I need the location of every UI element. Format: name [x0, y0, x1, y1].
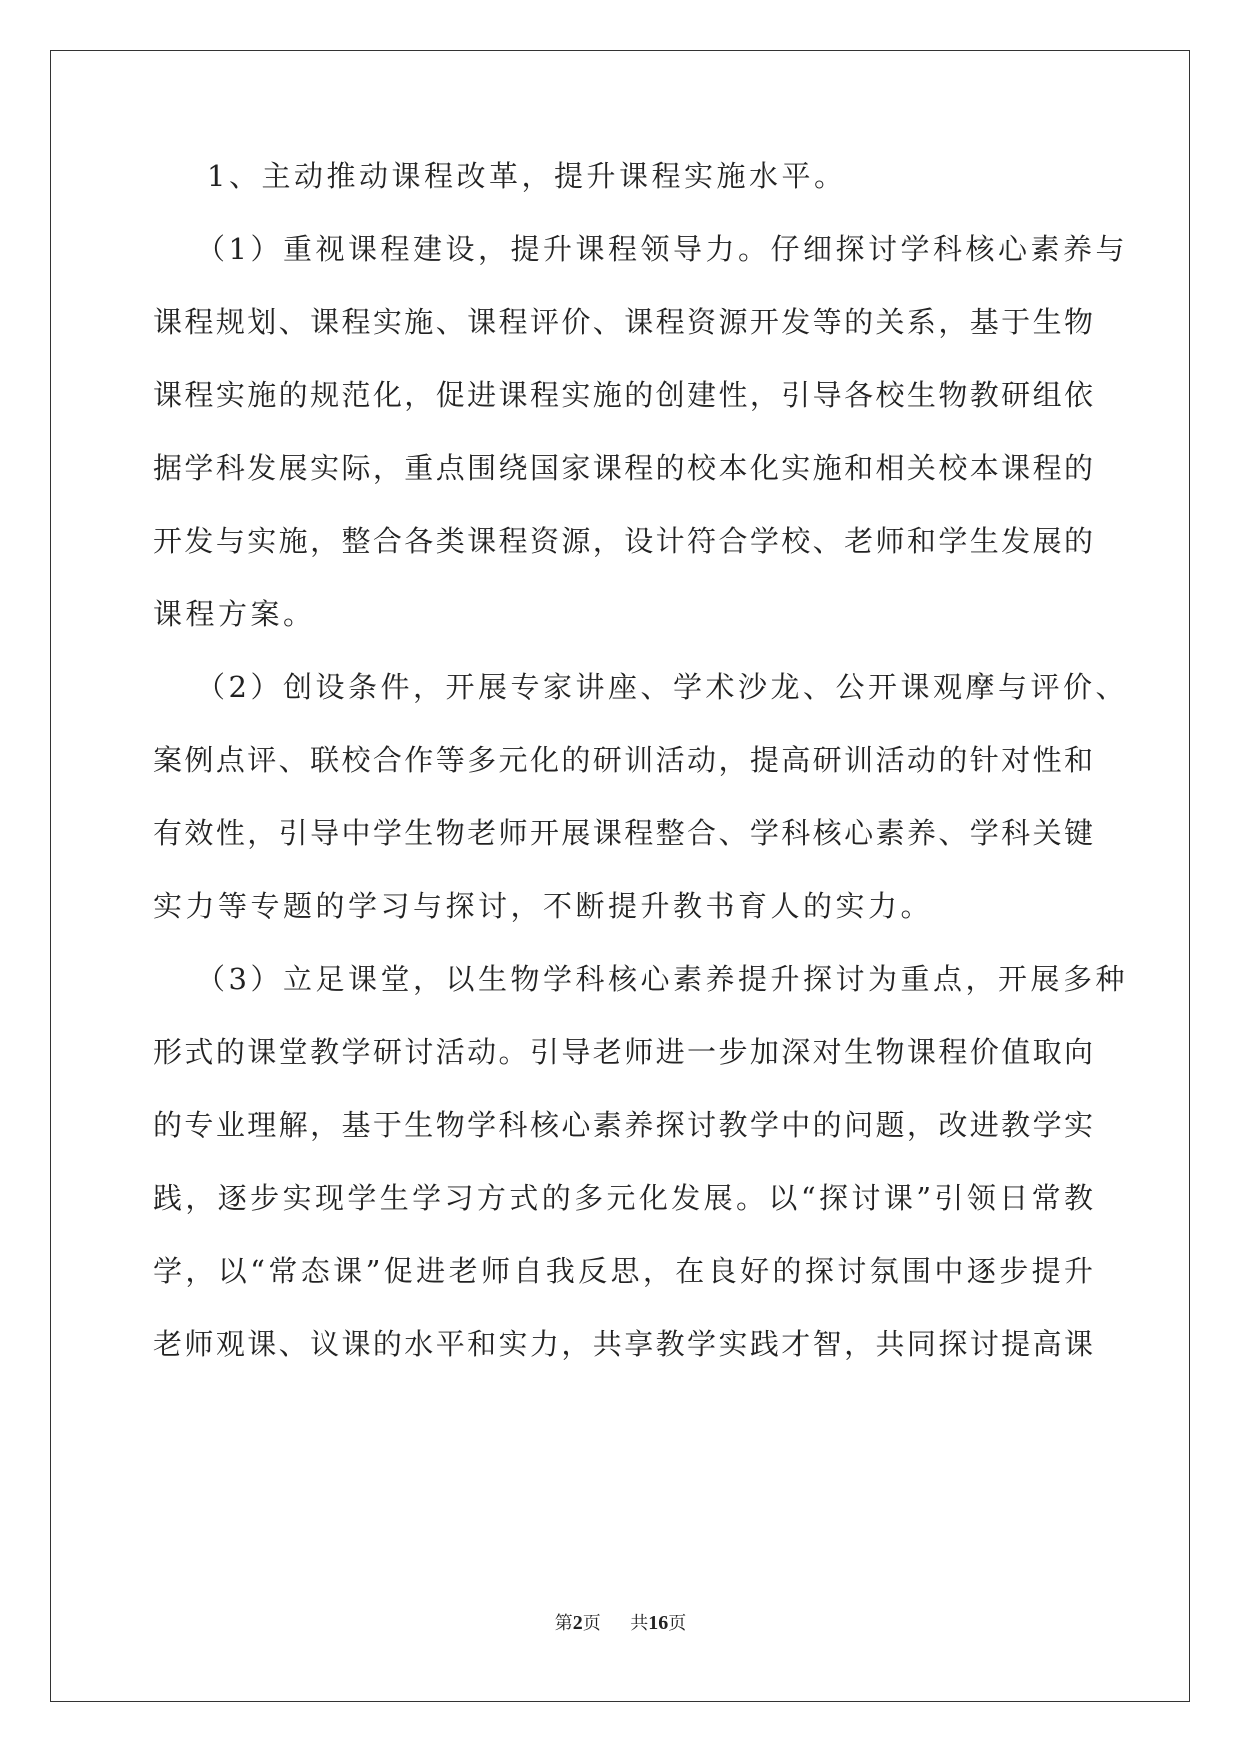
- page-number: 2: [572, 1612, 583, 1634]
- paragraph-1-line-5: 开发与实施，整合各类课程资源，设计符合学校、老师和学生发展的: [153, 524, 1093, 558]
- paragraph-3-line-5: 学，以“常态课”促进老师自我反思，在良好的探讨氛围中逐步提升: [153, 1254, 1093, 1288]
- paragraph-3-line-4: 践，逐步实现学生学习方式的多元化发展。以“探讨课”引领日常教: [153, 1181, 1093, 1215]
- paragraph-2-line-1: （2）创设条件，开展专家讲座、学术沙龙、公开课观摩与评价、: [196, 670, 1128, 704]
- total-pages: 16: [648, 1612, 669, 1634]
- page-suffix: 页: [582, 1613, 601, 1634]
- paragraph-3-line-2: 形式的课堂教学研讨活动。引导老师进一步加深对生物课程价值取向: [153, 1035, 1093, 1069]
- paragraph-2-line-4: 实力等专题的学习与探讨，不断提升教书育人的实力。: [153, 889, 934, 923]
- paragraph-3-line-3: 的专业理解，基于生物学科核心素养探讨教学中的问题，改进教学实: [153, 1108, 1093, 1142]
- page-prefix: 第: [554, 1613, 573, 1634]
- paragraph-3-line-6: 老师观课、议课的水平和实力，共享教学实践才智，共同探讨提高课: [153, 1327, 1093, 1361]
- paragraph-1-line-2: 课程规划、课程实施、课程评价、课程资源开发等的关系，基于生物: [153, 305, 1093, 339]
- heading-line-1: 1、主动推动课程改革，提升课程实施水平。: [207, 159, 847, 193]
- paragraph-1-line-6: 课程方案。: [153, 597, 316, 631]
- paragraph-1-line-4: 据学科发展实际，重点围绕国家课程的校本化实施和相关校本课程的: [153, 451, 1093, 485]
- total-suffix: 页: [668, 1613, 687, 1634]
- paragraph-1-line-1: （1）重视课程建设，提升课程领导力。仔细探讨学科核心素养与: [196, 232, 1128, 266]
- paragraph-2-line-2: 案例点评、联校合作等多元化的研训活动，提高研训活动的针对性和: [153, 743, 1093, 777]
- total-prefix: 共: [630, 1613, 649, 1634]
- page-footer: [0, 1611, 1241, 1636]
- page-border: [50, 50, 1190, 1702]
- paragraph-2-line-3: 有效性，引导中学生物老师开展课程整合、学科核心素养、学科关键: [153, 816, 1093, 850]
- paragraph-3-line-1: （3）立足课堂，以生物学科核心素养提升探讨为重点，开展多种: [196, 962, 1128, 996]
- paragraph-1-line-3: 课程实施的规范化，促进课程实施的创建性，引导各校生物教研组依: [153, 378, 1093, 412]
